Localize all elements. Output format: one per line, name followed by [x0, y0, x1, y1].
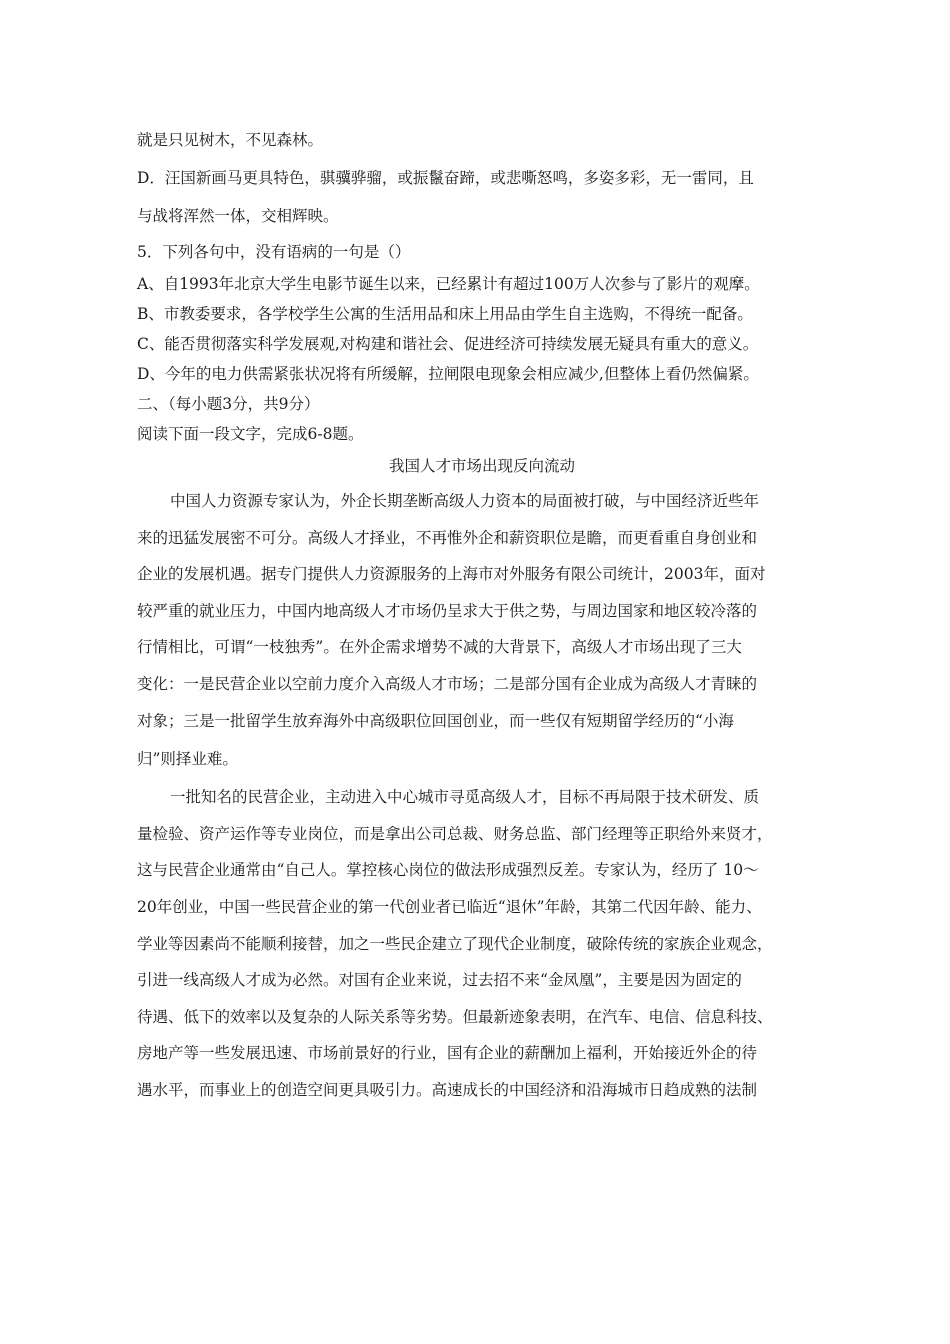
article-title: 我国人才市场出现反向流动	[388, 457, 575, 475]
option-d-line-2: 与战将浑然一体，交相辉映。	[137, 207, 339, 225]
article-paragraph-2-line: 引进一线高级人才成为必然。对国有企业来说，过去招不来“金凤凰”，主要是因为固定的	[137, 971, 742, 990]
article-paragraph-2-line: 这与民营企业通常由“自己人。掌控核心岗位的做法形成强烈反差。专家认为，经历了 10～	[137, 861, 759, 880]
article-paragraph-1-line: 企业的发展机遇。据专门提供人力资源服务的上海市对外服务有限公司统计，2003年，面对	[137, 565, 766, 584]
option-d-line-1: D．汪国新画马更具特色，骐骥骅骝，或振鬣奋蹄，或悲嘶怒鸣，多姿多彩，无一雷同，且	[137, 169, 754, 187]
question-5-option-d: D、今年的电力供需紧张状况将有所缓解，拉闸限电现象会相应减少,但整体上看仍然偏紧。	[137, 365, 759, 383]
article-paragraph-2-line: 遇水平，而事业上的创造空间更具吸引力。高速成长的中国经济和沿海城市日趋成熟的法制	[137, 1080, 758, 1099]
article-paragraph-2-line: 量检验、资产运作等专业岗位，而是拿出公司总裁、财务总监、部门经理等正职给外来贤才，	[137, 824, 773, 843]
article-paragraph-1-line: 较严重的就业压力，中国内地高级人才市场仍呈求大于供之势，与周边国家和地区较冷落的	[137, 601, 758, 620]
question-5-stem: 5．下列各句中，没有语病的一句是（）	[137, 243, 411, 261]
article-paragraph-1-line: 变化：一是民营企业以空前力度介入高级人才市场；二是部分国有企业成为高级人才青睐的	[137, 674, 758, 693]
article-paragraph-2-line: 学业等因素尚不能顺利接替，加之一些民企建立了现代企业制度，破除传统的家族企业观念，	[137, 934, 773, 953]
article-paragraph-1-line: 中国人力资源专家认为，外企长期垄断高级人力资本的局面被打破，与中国经济近些年	[170, 492, 760, 510]
article-paragraph-1-line: 对象；三是一批留学生放弃海外中高级职位回国创业，而一些仅有短期留学经历的“小海	[137, 711, 734, 730]
text-line: 就是只见树木，不见森林。	[137, 131, 324, 149]
section-2-heading: 二、（每小题3分，共9分）	[137, 395, 320, 413]
document-body	[137, 121, 827, 1109]
article-paragraph-2-line: 一批知名的民营企业，主动进入中心城市寻觅高级人才，目标不再局限于技术研发、质	[170, 788, 760, 807]
article-paragraph-1-line: 行情相比，可谓“一枝独秀”。在外企需求增势不减的大背景下，高级人才市场出现了三大	[137, 638, 742, 657]
question-5-option-b: B、市教委要求，各学校学生公寓的生活用品和床上用品由学生自主选购，不得统一配备。	[137, 305, 753, 323]
question-5-option-a: A、自1993年北京大学生电影节诞生以来，已经累计有超过100万人次参与了影片的观摩。	[137, 275, 760, 293]
article-paragraph-2-line: 20年创业，中国一些民营企业的第一代创业者已临近“退休”年龄，其第二代因年龄、能力、	[137, 897, 762, 916]
section-2-instruction: 阅读下面一段文字，完成6-8题。	[137, 425, 364, 443]
article-paragraph-1-line: 归”则择业难。	[137, 750, 238, 769]
question-5-option-c: C、能否贯彻落实科学发展观,对构建和谐社会、促进经济可持续发展无疑具有重大的意义。	[137, 335, 759, 353]
article-paragraph-2-line: 房地产等一些发展迅速、市场前景好的行业，国有企业的薪酬加上福利，开始接近外企的待	[137, 1044, 758, 1063]
article-paragraph-2-line: 待遇、低下的效率以及复杂的人际关系等劣势。但最新迹象表明，在汽车、电信、信息科技、	[137, 1007, 773, 1026]
article-paragraph-1-line: 来的迅猛发展密不可分。高级人才择业，不再惟外企和薪资职位是瞻，而更看重自身创业和	[137, 528, 758, 547]
